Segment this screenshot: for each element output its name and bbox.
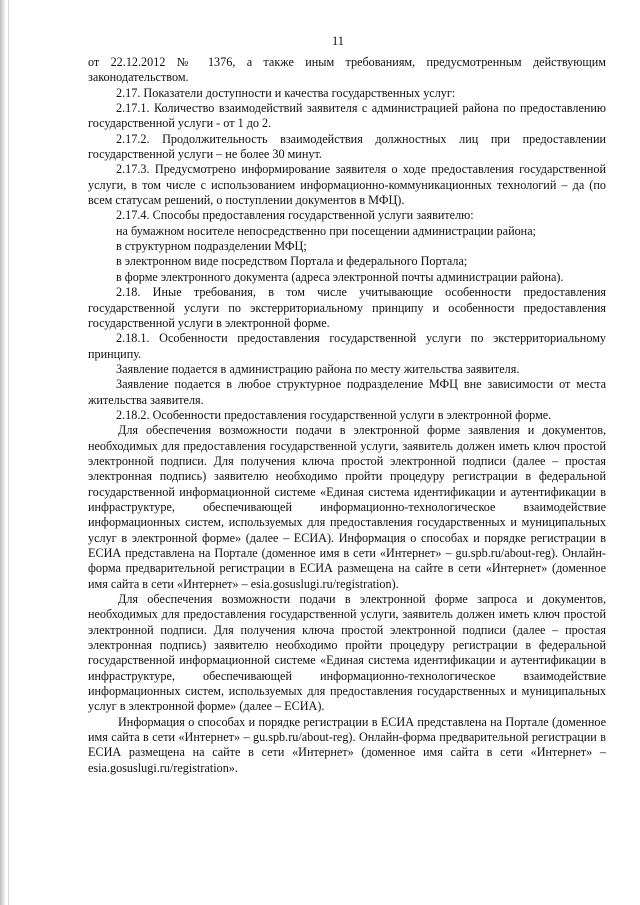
list-item: в форме электронного документа (адреса электронной почты администрации района). bbox=[116, 269, 564, 284]
paragraph: 2.18.2. Особенности предоставления государственной услуги в электронной форме. bbox=[116, 407, 552, 422]
paragraph: 2.17.1. Количество взаимодействий заявителя с администрацией района по предоставлению государственной услуги - от 1 до 2. bbox=[88, 101, 606, 131]
paragraph: 2.18. Иные требования, в том числе учитывающие особенности предоставления государственной услуги по экстерриториальному принципу и особенности предоставления государственной услуги в электронной форме. bbox=[88, 285, 606, 330]
list-item: в структурном подразделении МФЦ; bbox=[116, 239, 307, 254]
paragraph: Информация о способах и порядке регистрации в ЕСИА представлена на Портале (доменное имя сайта в сети «Интернет» – gu.spb.ru/about-reg). Онлайн-форма предварительной регистрации в ЕСИА размещена на сайте в сети «Интернет» (доменное имя сайта в сети «Интернет» – esia.gosuslugi.ru/registration». bbox=[88, 714, 606, 775]
paragraph: 2.17.2. Продолжительность взаимодействия должностных лиц при предоставлении государственной услуги – не более 30 минут. bbox=[88, 131, 606, 162]
paragraph: от 22.12.2012 № 1376, а также иным требованиям, предусмотренным действующим законодательством. bbox=[88, 55, 606, 85]
paragraph: 2.17. Показатели доступности и качества государственных услуг: bbox=[116, 85, 456, 100]
paragraph: Для обеспечения возможности подачи в электронной форме заявления и документов, необходимых для предоставления государственной услуги, заявитель должен иметь ключ простой электронной подписи. Для получения ключа простой электронной подписи (далее – простая электронная подпись) заявителю необходимо пройти процедуру регистрации в федеральной государственной информационной системе «Единая система идентификации и аутентификации в инфраструктуре, обеспечивающей информационно-технологическое взаимодействие информационных систем, используемых для предоставления государственных и муниципальных услуг в электронной форме» (далее – ЕСИА). Информация о способах и порядке регистрации в ЕСИА представлена на Портале (доменное имя в сети «Интернет» – gu.spb.ru/about-reg). Онлайн-форма предварительной регистрации в ЕСИА размещена на сайте в сети «Интернет» (доменное имя сайта в сети «Интернет» – esia.gosuslugi.ru/registration). bbox=[88, 423, 606, 591]
paragraph: 2.18.1. Особенности предоставления государственной услуги по экстерриториальному принципу. bbox=[88, 331, 606, 361]
paragraph: 2.17.3. Предусмотрено информирование заявителя о ходе предоставления государственной услуги, в том числе с использованием информационно-коммуникационных технологий – да (по всем статусам решений, о поступлении документов в МФЦ). bbox=[88, 162, 606, 208]
scan-edge-line bbox=[8, 0, 9, 905]
list-item: на бумажном носителе непосредственно при посещении администрации района; bbox=[116, 223, 536, 238]
page-number: 11 bbox=[332, 34, 345, 48]
paragraph: Заявление подается в администрацию района по месту жительства заявителя. bbox=[116, 361, 520, 376]
scan-edge-shadow bbox=[0, 0, 5, 905]
paragraph: Заявление подается в любое структурное подразделение МФЦ вне зависимости от места жительства заявителя. bbox=[88, 377, 606, 407]
list-item: в электронном виде посредством Портала и федерального Портала; bbox=[116, 254, 468, 269]
paragraph: 2.17.4. Способы предоставления государственной услуги заявителю: bbox=[116, 208, 474, 223]
document-body bbox=[88, 55, 606, 776]
paragraph: Для обеспечения возможности подачи в электронной форме запроса и документов, необходимых для предоставления государственной услуги, заявитель должен иметь ключ простой электронной подписи. Для получения ключа простой электронной подписи (далее – простая электронная подпись) заявителю необходимо пройти процедуру регистрации в федеральной государственной информационной системе «Единая система идентификации и аутентификации в инфраструктуре, обеспечивающей информационно-технологическое взаимодействие информационных систем, используемых для предоставления государственных и муниципальных услуг в электронной форме» (далее – ЕСИА). bbox=[88, 592, 606, 714]
